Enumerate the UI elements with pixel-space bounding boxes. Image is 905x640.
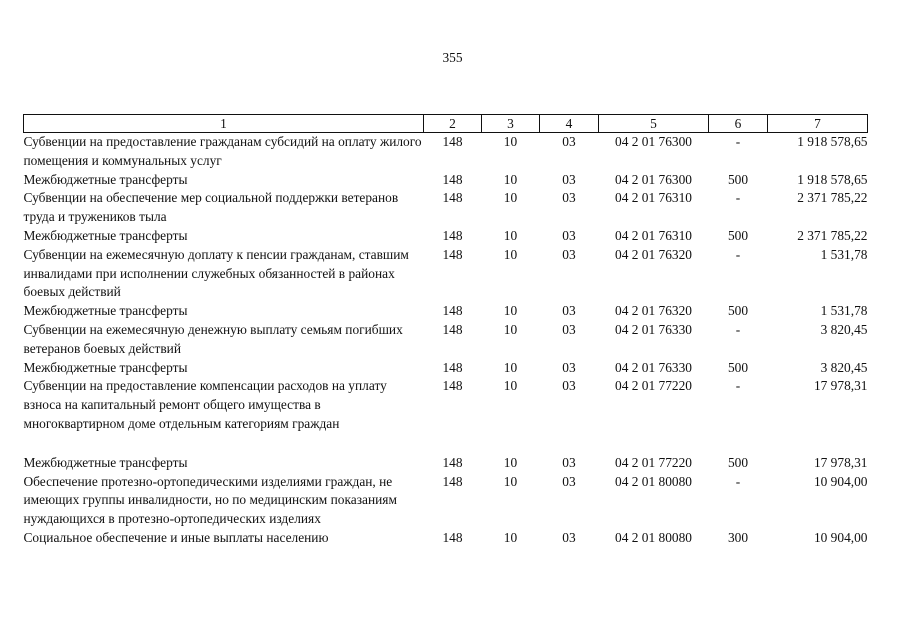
row-target-article: 04 2 01 76320	[615, 246, 692, 262]
row-name: Субвенции на обеспечение мер социальной поддержки ветеранов труда и тружеников тыла	[23, 190, 399, 225]
row-grbs: 148	[442, 134, 463, 149]
row-section: 10	[503, 359, 518, 375]
row-subsection: 03	[562, 529, 576, 545]
row-subsection: 03	[562, 227, 576, 243]
row-grbs: 148	[442, 473, 463, 489]
column-header-2: 2	[424, 115, 482, 133]
table-row	[24, 246, 868, 302]
row-target-article: 04 2 01 76310	[615, 227, 692, 243]
table-row	[24, 189, 868, 227]
row-section: 10	[503, 303, 518, 319]
row-target-article: 04 2 01 76310	[615, 190, 692, 206]
row-subsection: 03	[562, 190, 576, 206]
row-section: 10	[503, 227, 518, 243]
row-subsection: 03	[562, 321, 576, 337]
row-amount: 1 918 578,65	[797, 134, 868, 149]
row-target-article: 04 2 01 76330	[615, 321, 692, 337]
row-expense-type: 500	[727, 454, 749, 470]
table-body	[24, 133, 868, 548]
row-expense-type: 500	[727, 303, 749, 319]
row-amount: 17 978,31	[813, 454, 868, 470]
row-expense-type: -	[735, 246, 741, 262]
row-expense-type: -	[735, 190, 741, 206]
row-name: Межбюджетные трансферты	[23, 227, 188, 243]
row-expense-type: -	[735, 134, 741, 149]
row-expense-type: -	[735, 473, 741, 489]
row-grbs: 148	[442, 454, 463, 470]
row-subsection: 03	[562, 134, 576, 149]
row-name: Субвенции на ежемесячную доплату к пенсии гражданам, ставшим инвалидами при исполнении служебных обязанностей в районах боевых действий	[23, 246, 409, 300]
row-target-article: 04 2 01 76320	[615, 303, 692, 319]
table-row	[24, 227, 868, 246]
table-row	[24, 171, 868, 190]
row-subsection: 03	[562, 454, 576, 470]
row-grbs: 148	[442, 321, 463, 337]
table-row	[24, 321, 868, 359]
row-expense-type: 500	[727, 227, 749, 243]
row-name: Социальное обеспечение и иные выплаты населению	[23, 529, 329, 545]
row-target-article: 04 2 01 77220	[615, 454, 692, 470]
row-name: Субвенции на ежемесячную денежную выплату семьям погибших ветеранов боевых действий	[23, 321, 403, 356]
row-expense-type: 300	[727, 529, 749, 545]
row-amount: 3 820,45	[820, 359, 868, 375]
row-grbs: 148	[442, 190, 463, 206]
row-grbs: 148	[442, 529, 463, 545]
row-amount: 3 820,45	[820, 321, 868, 337]
row-amount: 1 531,78	[820, 246, 868, 262]
table-row	[24, 529, 868, 548]
table-row	[24, 302, 868, 321]
row-target-article: 04 2 01 80080	[615, 529, 692, 545]
table-row	[24, 473, 868, 529]
row-name: Обеспечение протезно-ортопедическими изделиями граждан, не имеющих группы инвалидности, но по медицинским показаниям нуждающихся в протезно-ортопедических изделиях	[23, 473, 397, 527]
row-name: Межбюджетные трансферты	[23, 454, 188, 470]
column-header-6: 6	[709, 115, 768, 133]
row-section: 10	[503, 529, 518, 545]
row-amount: 1 531,78	[820, 303, 868, 319]
row-subsection: 03	[562, 473, 576, 489]
table-row	[24, 359, 868, 378]
row-subsection: 03	[562, 303, 576, 319]
row-grbs: 148	[442, 246, 463, 262]
row-name: Межбюджетные трансферты	[23, 171, 188, 187]
row-name: Межбюджетные трансферты	[23, 303, 188, 319]
row-subsection: 03	[562, 246, 576, 262]
row-amount: 2 371 785,22	[797, 227, 868, 243]
row-section: 10	[503, 134, 518, 149]
column-header-4: 4	[540, 115, 599, 133]
row-target-article: 04 2 01 80080	[615, 473, 692, 489]
table-row	[24, 454, 868, 473]
row-subsection: 03	[562, 171, 576, 187]
page-number: 355	[442, 50, 463, 65]
budget-table	[23, 114, 868, 548]
row-target-article: 04 2 01 76300	[615, 171, 692, 187]
row-grbs: 148	[442, 303, 463, 319]
row-section: 10	[503, 171, 518, 187]
column-header-5: 5	[599, 115, 709, 133]
row-expense-type: 500	[727, 171, 749, 187]
row-name: Межбюджетные трансферты	[23, 359, 188, 375]
row-section: 10	[503, 473, 518, 489]
row-section: 10	[503, 454, 518, 470]
row-target-article: 04 2 01 76300	[615, 134, 692, 149]
table-row	[24, 377, 868, 433]
row-subsection: 03	[562, 359, 576, 375]
row-amount: 2 371 785,22	[797, 190, 868, 206]
column-header-3: 3	[482, 115, 540, 133]
row-subsection: 03	[562, 378, 576, 394]
row-expense-type: -	[735, 321, 741, 337]
row-expense-type: -	[735, 378, 741, 394]
table-header-row	[24, 115, 868, 133]
row-target-article: 04 2 01 76330	[615, 359, 692, 375]
row-amount: 17 978,31	[813, 378, 868, 394]
row-grbs: 148	[442, 378, 463, 394]
row-grbs: 148	[442, 227, 463, 243]
row-section: 10	[503, 321, 518, 337]
row-amount: 10 904,00	[813, 473, 868, 489]
row-amount: 10 904,00	[813, 529, 868, 545]
spacer-cell	[24, 434, 868, 454]
column-header-1: 1	[24, 115, 424, 133]
row-name: Субвенции на предоставление гражданам субсидий на оплату жилого помещения и коммунальных услуг	[23, 134, 422, 168]
row-section: 10	[503, 378, 518, 394]
row-grbs: 148	[442, 171, 463, 187]
row-name: Субвенции на предоставление компенсации расходов на уплату взноса на капитальный ремонт общего имущества в многоквартирном доме отдельным категориям граждан	[23, 378, 387, 431]
row-amount: 1 918 578,65	[797, 171, 868, 187]
column-header-7: 7	[768, 115, 868, 133]
table-row	[24, 133, 868, 171]
row-target-article: 04 2 01 77220	[615, 378, 692, 394]
row-section: 10	[503, 190, 518, 206]
row-expense-type: 500	[727, 359, 749, 375]
row-grbs: 148	[442, 359, 463, 375]
row-section: 10	[503, 246, 518, 262]
table-spacer-row	[24, 434, 868, 454]
